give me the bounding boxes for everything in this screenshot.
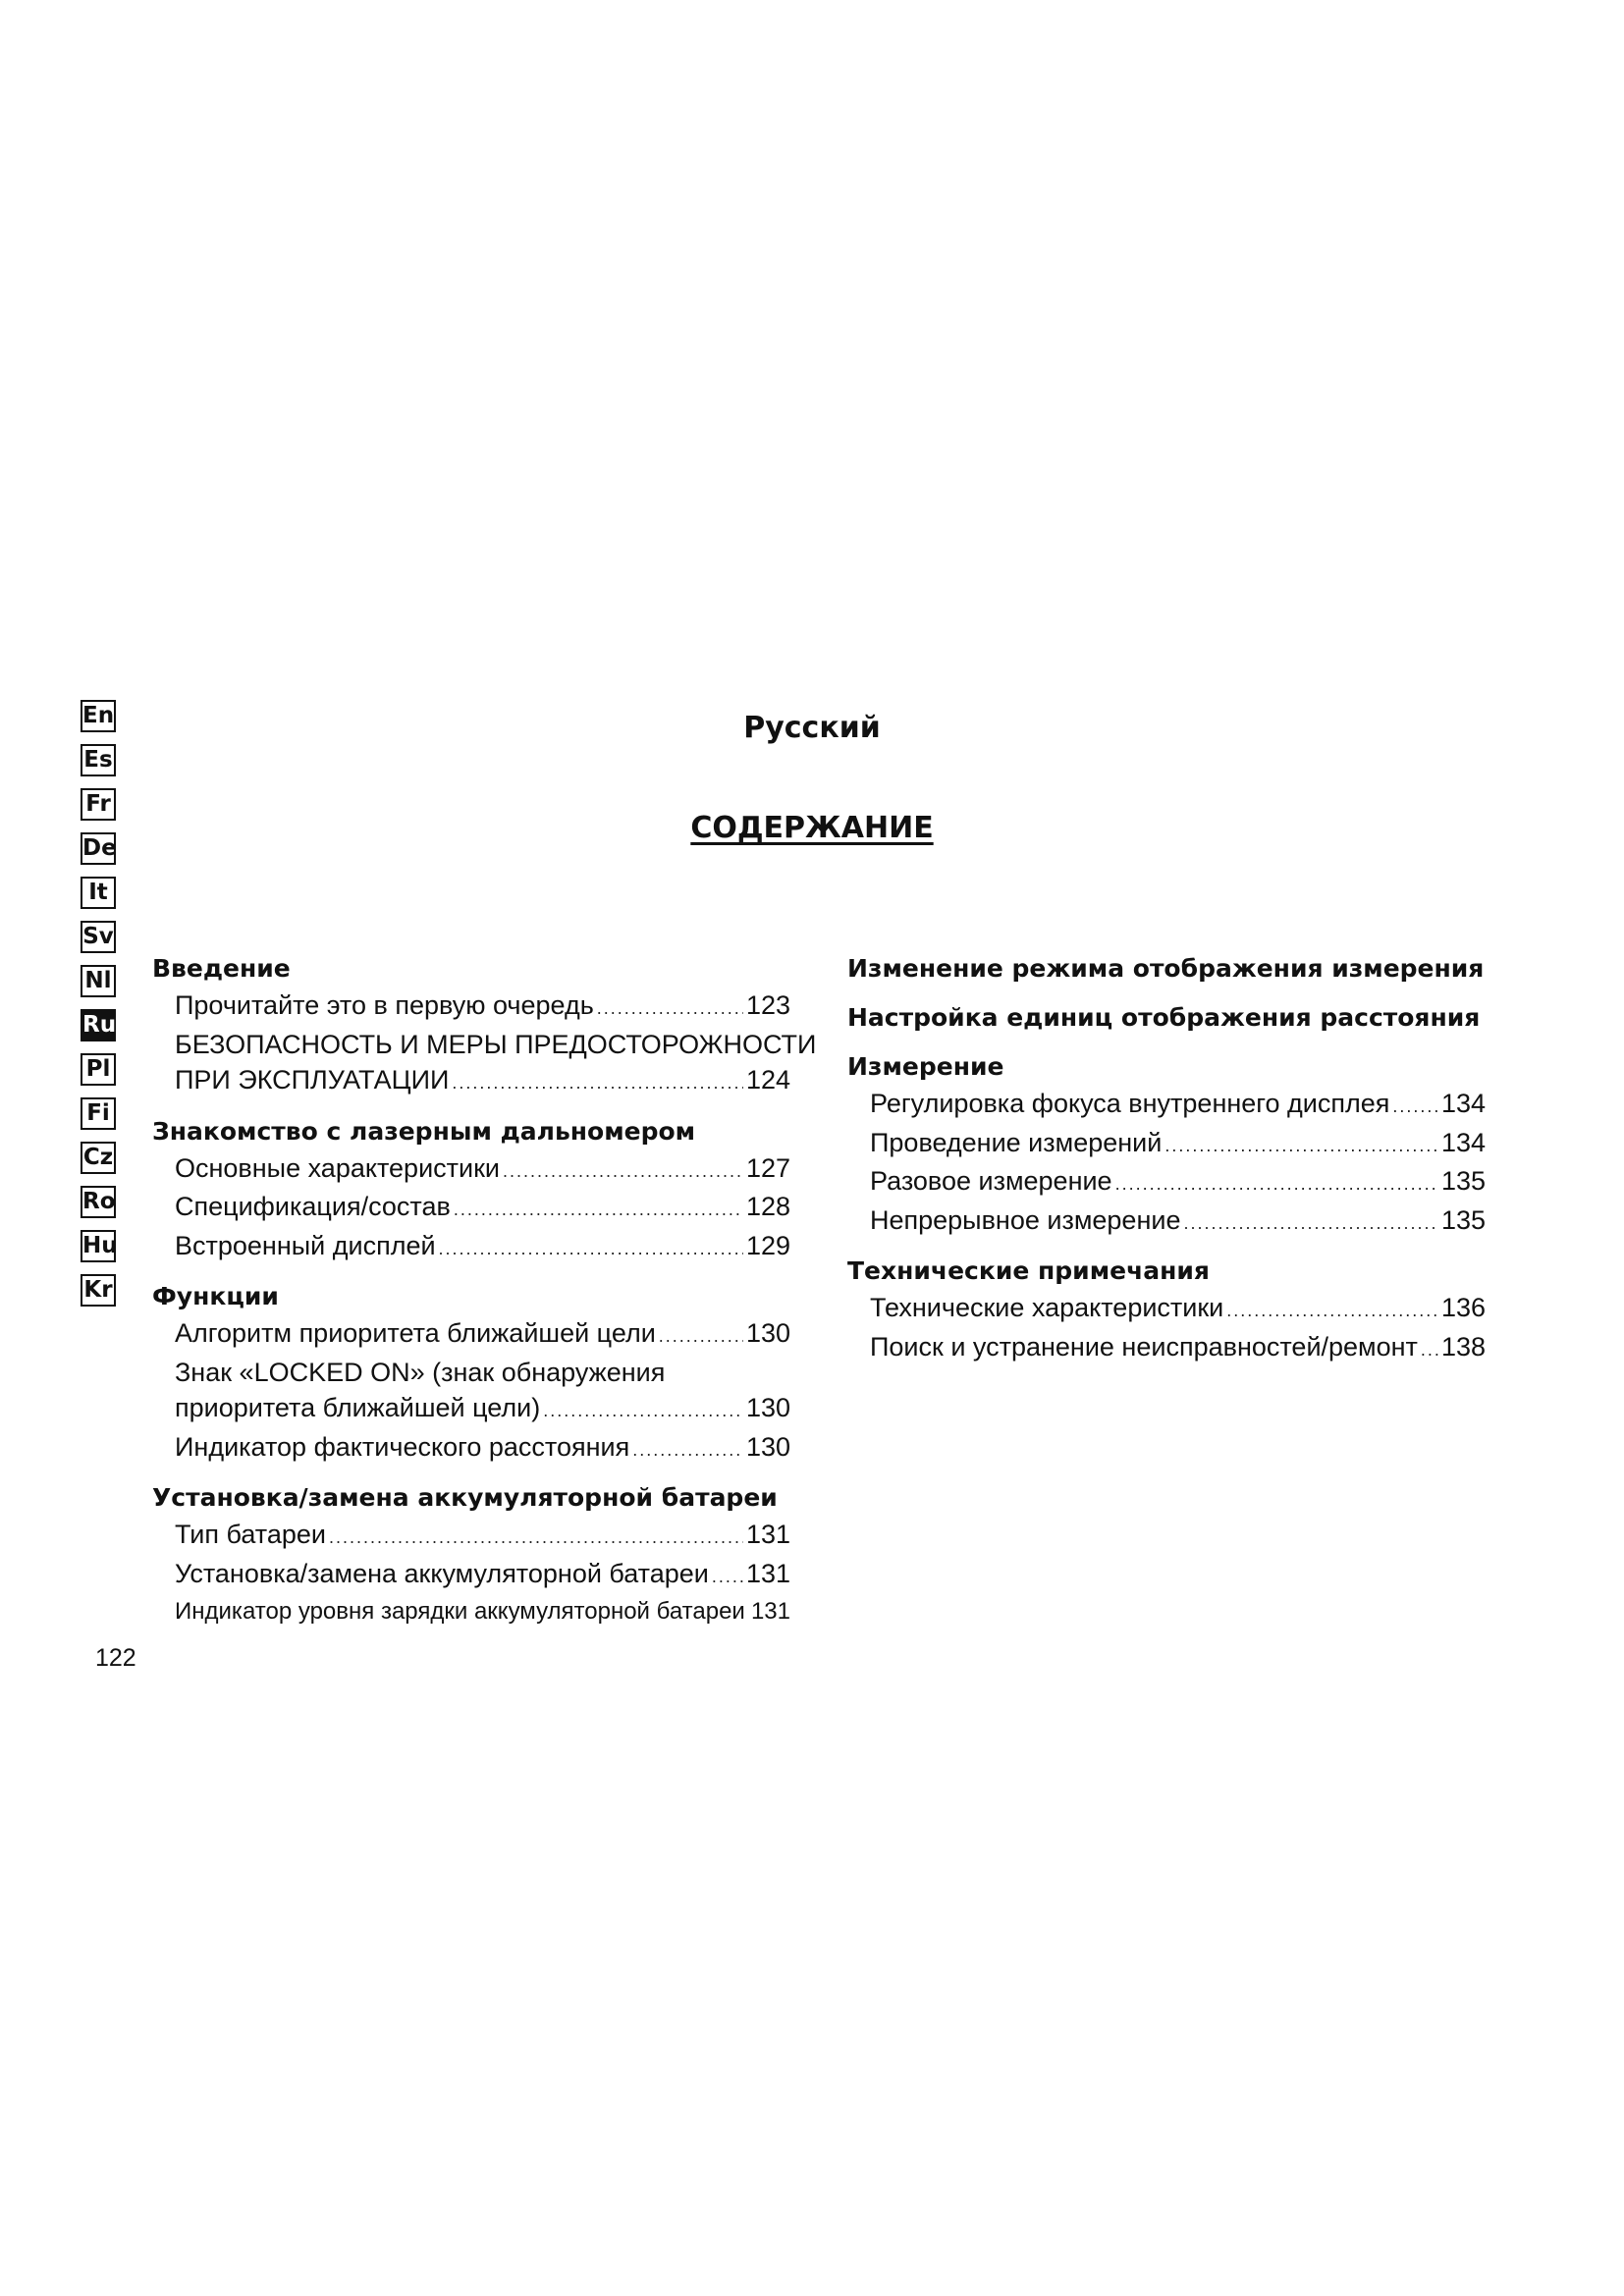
leader-dots [1183, 1205, 1437, 1242]
entry-text: Встроенный дисплей [175, 1230, 436, 1260]
leader-dots [503, 1153, 743, 1190]
language-title: Русский [743, 711, 881, 745]
section-title[interactable]: Измерение [847, 1052, 1004, 1081]
entry-page: 138 [1440, 1331, 1486, 1362]
entry-page: 123 [745, 990, 790, 1020]
entry-text: Разовое измерение [870, 1166, 1112, 1196]
toc-right-column [847, 950, 1486, 1379]
lang-tab-fi[interactable]: Fi [81, 1097, 116, 1130]
entry-page: 134 [1440, 1089, 1486, 1118]
entry-text: Алгоритм приоритета ближайшей цели [175, 1318, 656, 1348]
entry-text: Непрерывное измерение [870, 1204, 1181, 1235]
toc-entry[interactable] [847, 1125, 1486, 1164]
lang-tab-ru-active[interactable]: Ru [81, 1009, 116, 1041]
toc-entry[interactable] [152, 1594, 790, 1631]
entry-text: Проведение измерений [870, 1127, 1163, 1157]
leader-dots [329, 1520, 743, 1556]
entry-page: 131 [745, 1520, 790, 1549]
entry-page: 127 [745, 1152, 790, 1183]
entry-page: 129 [745, 1230, 790, 1260]
toc-entry[interactable] [152, 1429, 790, 1468]
leader-dots [1392, 1089, 1438, 1125]
entry-text: Прочитайте это в первую очередь [175, 990, 594, 1020]
lang-tab-es[interactable]: Es [81, 744, 116, 776]
section-title[interactable]: Знакомство с лазерным дальномером [152, 1116, 696, 1146]
entry-text: Регулировка фокуса внутреннего дисплея [870, 1089, 1390, 1118]
toc-section-intro [152, 950, 817, 1101]
entry-page: 135 [1440, 1204, 1486, 1235]
lang-tab-sv[interactable]: Sv [81, 921, 116, 953]
entry-page: 128 [745, 1192, 790, 1221]
entry-text: Установка/замена аккумуляторной батареи [175, 1558, 709, 1588]
toc-entry[interactable] [152, 1228, 790, 1267]
leader-dots [1164, 1128, 1438, 1164]
entry-page: 130 [745, 1318, 790, 1348]
toc-entry[interactable] [152, 1189, 790, 1228]
toc-left-column [152, 950, 817, 1643]
leader-dots [597, 990, 743, 1027]
entry-text: Индикатор уровня зарядки аккумуляторной батареи [175, 1598, 745, 1625]
toc-entry-line[interactable]: Знак «LOCKED ON» (знак обнаружения [175, 1357, 666, 1387]
toc-entry[interactable] [152, 1390, 790, 1429]
toc-heading: СОДЕРЖАНИЕ [690, 811, 934, 845]
toc-entry[interactable] [152, 1315, 790, 1355]
toc-entry[interactable] [847, 1202, 1486, 1242]
section-title[interactable]: Введение [152, 954, 291, 983]
section-title[interactable]: Изменение режима отображения измерения [847, 954, 1485, 983]
entry-text: Поиск и устранение неисправностей/ремонт [870, 1331, 1418, 1362]
leader-dots [632, 1432, 743, 1468]
lang-tab-hu[interactable]: Hu [81, 1230, 116, 1262]
leader-dots [659, 1318, 743, 1355]
entry-text: Технические характеристики [870, 1293, 1224, 1322]
entry-page: 136 [1440, 1293, 1486, 1322]
lang-tab-kr[interactable]: Kr [81, 1274, 116, 1307]
entry-page: 135 [1440, 1166, 1486, 1196]
leader-dots [1115, 1166, 1438, 1202]
leader-dots [439, 1231, 743, 1267]
toc-section-overview [152, 1113, 790, 1267]
toc-section-display-mode [847, 950, 1486, 988]
toc-section-measurement [847, 1048, 1486, 1241]
toc-entry[interactable] [847, 1290, 1486, 1329]
lang-tab-cz[interactable]: Cz [81, 1142, 116, 1174]
language-tabs [81, 700, 120, 1318]
section-title[interactable]: Установка/замена аккумуляторной батареи [152, 1483, 778, 1512]
lang-tab-ro[interactable]: Ro [81, 1186, 116, 1218]
entry-page: 130 [745, 1393, 790, 1422]
toc-entry[interactable] [847, 1329, 1486, 1368]
leader-dots [543, 1393, 743, 1429]
lang-tab-it[interactable]: It [81, 877, 116, 909]
entry-text: Основные характеристики [175, 1152, 500, 1183]
lang-tab-de[interactable]: De [81, 832, 116, 865]
leader-dots [1421, 1332, 1438, 1368]
toc-section-units [847, 999, 1486, 1037]
entry-text: приоритета ближайшей цели) [175, 1393, 541, 1422]
lang-tab-pl[interactable]: Pl [81, 1053, 116, 1086]
toc-entry[interactable] [152, 988, 790, 1027]
section-title[interactable]: Функции [152, 1282, 279, 1310]
entry-page: 134 [1440, 1127, 1486, 1157]
entry-text: Тип батареи [175, 1520, 326, 1549]
entry-text: Спецификация/состав [175, 1192, 451, 1221]
toc-entry[interactable] [847, 1163, 1486, 1202]
section-title[interactable]: Настройка единиц отображения расстояния [847, 1003, 1481, 1032]
toc-section-functions [152, 1278, 790, 1468]
toc-entry[interactable] [847, 1086, 1486, 1125]
lang-tab-fr[interactable]: Fr [81, 788, 116, 821]
entry-text: ПРИ ЭКСПЛУАТАЦИИ [175, 1065, 450, 1095]
entry-page: 124 [745, 1065, 790, 1095]
entry-page: 130 [745, 1431, 790, 1462]
toc-entry[interactable] [152, 1517, 790, 1556]
entry-page: 131 [745, 1558, 790, 1588]
leader-dots [712, 1559, 743, 1595]
entry-text: Индикатор фактического расстояния [175, 1431, 630, 1462]
entry-page: 131 [750, 1598, 790, 1625]
toc-entry[interactable] [152, 1150, 790, 1190]
toc-entry[interactable] [152, 1556, 790, 1595]
leader-dots [452, 1065, 743, 1101]
toc-section-tech [847, 1253, 1486, 1367]
toc-entry-line[interactable]: БЕЗОПАСНОСТЬ И МЕРЫ ПРЕДОСТОРОЖНОСТИ [175, 1029, 817, 1059]
section-title[interactable]: Технические примечания [847, 1256, 1210, 1285]
leader-dots [454, 1192, 743, 1228]
lang-tab-nl[interactable]: Nl [81, 965, 116, 997]
page-number: 122 [95, 1644, 136, 1672]
leader-dots [1226, 1293, 1438, 1329]
toc-section-battery [152, 1479, 790, 1631]
toc-entry[interactable] [152, 1062, 790, 1101]
lang-tab-en[interactable]: En [81, 700, 116, 732]
